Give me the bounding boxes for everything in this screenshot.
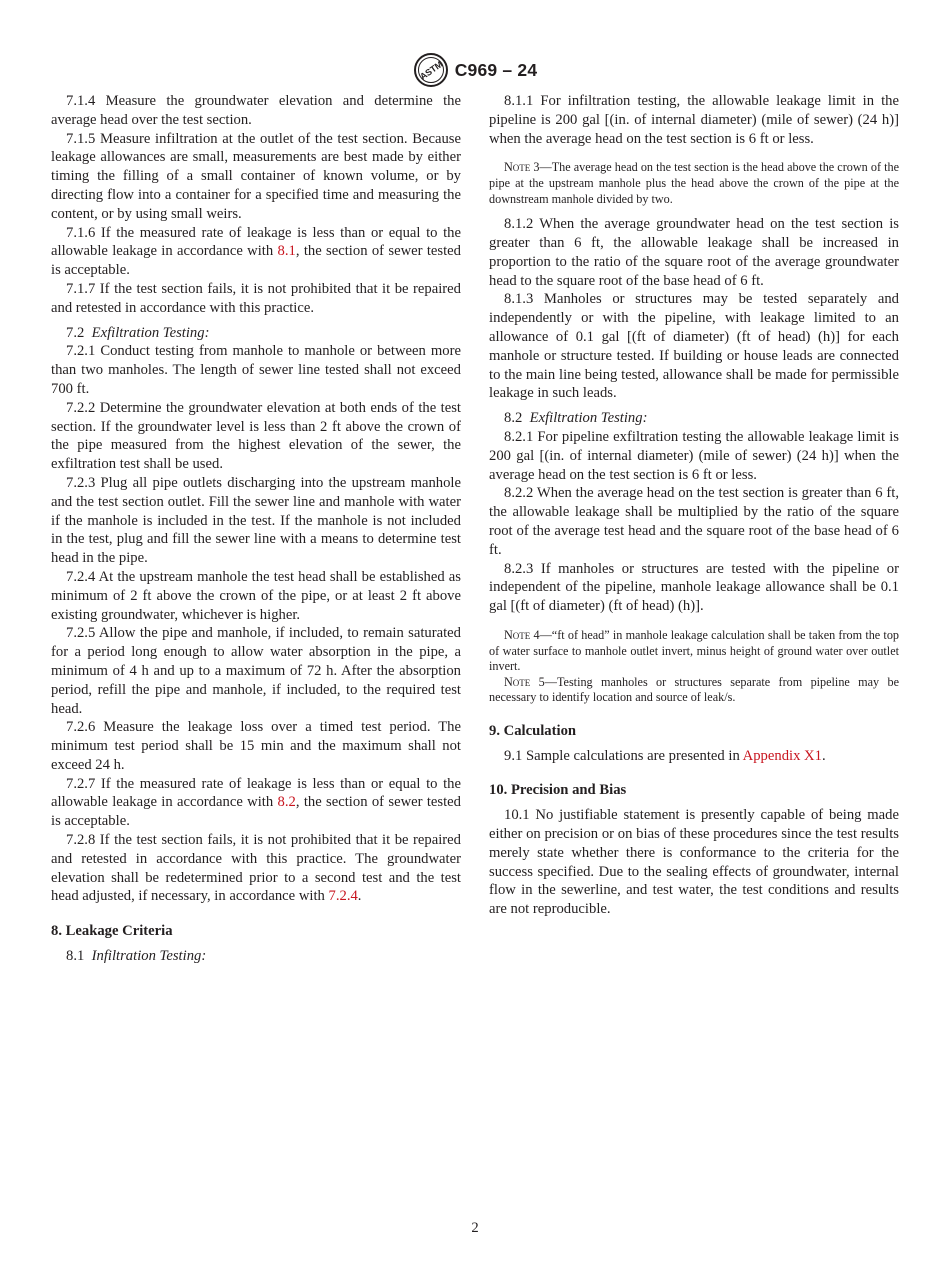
- para-7-2-2: 7.2.2 Determine the groundwater elevation at both ends of the test section. If the groundwater level is less than 2 ft above the crown of the pipe measured from the highest elevation of the sewer, the exfiltration test shall be used.: [51, 399, 461, 473]
- para-7-2-7: 7.2.7 If the measured rate of leakage is less than or equal to the allowable leakage in accordance with 8.2, the section of sewer tested is acceptable.: [51, 775, 461, 830]
- link-section-8-2[interactable]: 8.2: [277, 794, 296, 811]
- astm-logo-icon: [413, 52, 449, 88]
- section-heading-9: 9. Calculation: [489, 722, 577, 739]
- section-heading-10: 10. Precision and Bias: [489, 782, 627, 799]
- subheading-7-2: 7.2 Exfiltration Testing:: [66, 324, 210, 341]
- para-7-2-3: 7.2.3 Plug all pipe outlets discharging into the upstream manhole and the test section outlet. Fill the sewer line and manhole with water if the manhole is included in the test. If the manhole is not included in the test, plug and fill the sewer line with a means to determine test head in the pipe.: [51, 474, 461, 567]
- note-3: Note 3—The average head on the test section is the head above the crown of the pipe at the upstream manhole plus the head above the crown of the pipe at the downstream manhole divided by two.: [489, 160, 900, 206]
- section-heading-8: 8. Leakage Criteria: [51, 923, 173, 940]
- para-7-1-5: 7.1.5 Measure infiltration at the outlet of the test section. Because leakage allowances are small, measurements are best made by either timing the filling of a small container of known volume, or by directing flow into a container for a specified time and measuring the content, or by using small weirs.: [51, 130, 461, 222]
- page-number: 2: [471, 1220, 479, 1236]
- subheading-8-1: 8.1 Infiltration Testing:: [66, 948, 207, 965]
- left-column: [51, 92, 461, 966]
- para-7-2-1: 7.2.1 Conduct testing from manhole to manhole or between more than two manholes. The length of sewer line tested shall not exceed 700 ft.: [51, 343, 461, 397]
- para-8-2-2: 8.2.2 When the average head on the test section is greater than 6 ft, the allowable leakage shall be multiplied by the ratio of the square root of the average test head and the square root of the base head of 6 ft.: [489, 485, 899, 558]
- para-7-1-7: 7.1.7 If the test section fails, it is not prohibited that it be repaired and retested in accordance with this practice.: [51, 280, 461, 316]
- link-section-8-1[interactable]: 8.1: [277, 243, 296, 260]
- para-7-1-6: 7.1.6 If the measured rate of leakage is less than or equal to the allowable leakage in accordance with 8.1, the section of sewer tested is acceptable.: [51, 224, 461, 279]
- document-designation: C969 – 24: [454, 59, 538, 80]
- para-7-2-6: 7.2.6 Measure the leakage loss over a timed test period. The minimum test period shall be 15 min and the maximum shall not exceed 24 h.: [51, 719, 461, 773]
- para-8-1-3: 8.1.3 Manholes or structures may be tested separately and independently or with the pipeline, with leakage limited to an allowance of 0.1 gal [(ft of diameter) (ft of head) (h)] for each manhole or structure tested. If building or house leads are connected to the main line being tested, allowance shall be made for permissible leakage in such leads.: [489, 291, 899, 402]
- note-5: Note 5—Testing manholes or structures separate from pipeline may be necessary to identify location and source of leak/s.: [489, 674, 900, 705]
- para-8-1-1: 8.1.1 For infiltration testing, the allowable leakage limit in the pipeline is 200 gal [(in. of internal diameter) (mile of sewer) (24 h)] when the average head on the test section is 6 ft or less.: [489, 93, 899, 147]
- para-7-2-4: 7.2.4 At the upstream manhole the test head shall be established as minimum of 2 ft above the crown of the pipe, or at least 2 ft above existing groundwater, whichever is higher.: [51, 568, 461, 623]
- para-7-2-5: 7.2.5 Allow the pipe and manhole, if included, to remain saturated for a period long enough to allow water absorption in the pipe, a minimum of 4 h and up to a maximum of 72 h. After the absorption period, refill the pipe and manhole, if included, to the required test head.: [51, 625, 461, 717]
- note-4: Note 4—“ft of head” in manhole leakage calculation shall be taken from the top of water surface to manhole outlet invert, minus height of ground water over outlet invert.: [489, 627, 900, 674]
- para-7-1-4: 7.1.4 Measure the groundwater elevation and determine the average head over the test section.: [51, 93, 461, 128]
- para-8-2-1: 8.2.1 For pipeline exfiltration testing the allowable leakage limit is 200 gal [(in. of internal diameter) (mile of sewer) (24 h)] when the average head on the test section is 6 ft or less.: [489, 428, 899, 483]
- page-header: [0, 52, 950, 88]
- para-10-1: 10.1 No justifiable statement is presently capable of being made either on precision or on bias of these procedures since the test results merely state whether there is conformance to the criteria for the success specified. Due to the sealing effects of groundwater, internal flow in the sewerline, and test water, the test conditions and results are not reproducible.: [489, 807, 899, 918]
- astm-logo-text: ASTM: [417, 59, 445, 82]
- subheading-8-2: 8.2 Exfiltration Testing:: [504, 410, 648, 427]
- para-7-2-8: 7.2.8 If the test section fails, it is not prohibited that it be repaired and retested in accordance with this practice. The groundwater elevation shall be redetermined prior to a second test and the test head adjusted, if necessary, in accordance with 7.2.4.: [51, 832, 461, 905]
- para-8-2-3: 8.2.3 If manholes or structures are tested with the pipeline or independent of the pipeline, manhole leakage allowance shall be 0.1 gal [(ft of diameter) (ft of head) (h)].: [489, 560, 899, 615]
- para-9-1: 9.1 Sample calculations are presented in Appendix X1.: [504, 747, 826, 764]
- link-appendix-x1[interactable]: Appendix X1: [742, 747, 822, 764]
- link-section-7-2-4[interactable]: 7.2.4: [328, 888, 358, 905]
- para-8-1-2: 8.1.2 When the average groundwater head on the test section is greater than 6 ft, the allowable leakage shall be increased in proportion to the ratio of the square root of the average groundwater head to the square root of the base head of 6 ft.: [489, 216, 899, 289]
- right-column: [489, 92, 899, 919]
